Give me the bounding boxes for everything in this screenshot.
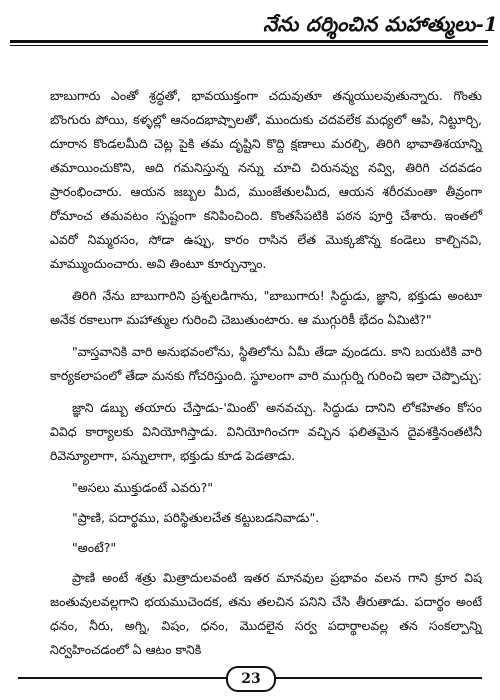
body-text: [50, 84, 482, 670]
question-mukta: "అసలు ముక్తుడంటే ఎవరు?": [72, 480, 214, 495]
paragraph-8: ప్రాణి అంటే శత్రు మిత్రాదులవంటి ఇతర మానవుల ప్రభావం వలన గాని క్రూర విష జంతువులవల్లగాని భయముచెందక, తను తలచిన పనిని చేసి తీరుతాడు. పదార్థం అంటే ధనం, నీరు, అగ్ని, విషం, ధనం, మొదలైన సర్వ పదార్థాలవల్ల తన సంకల్పాన్ని నిర్వహించడంలో ఏ ఆటం కానికి: [50, 570, 482, 657]
paragraph-4: జ్ఞాని డబ్బు తయారు చేస్తాడు-'మింట్' అనవచ్చు. సిద్ధుడు దానిని లోకహితం కోసం వివిధ కార్యాలకు వినియోగిస్తాడు. వినియోగించగా వచ్చిన ఫలితమైన దైవశక్తినంతటినీ రివెన్యూలాగా, పన్నులాగా, భక్తుడు కూడ పెడతాడు.: [50, 400, 482, 463]
page-header: [0, 0, 500, 48]
running-title: నేను దర్శించిన మహాత్ములు-1: [263, 12, 498, 36]
page-footer: [0, 663, 500, 693]
page-number: 23: [226, 666, 276, 692]
question-ante: "అంటే?": [72, 540, 117, 555]
paragraph-2: తిరిగి నేను బాబుగారిని ప్రశ్నలడిగాను, "బాబుగారు! సిద్ధుడు, జ్ఞాని, భక్తుడు అంటూ అనేక రకాలుగా మహాత్ముల గురించి చెబుతుంటారు. ఆ ముగ్గురికీ భేదం ఏమిటి?": [50, 288, 482, 327]
header-rule-thin: [10, 45, 488, 46]
answer-mukta: "ప్రాణి, పదార్థము, పరిస్థితులచేత కట్టుబడనివాడు".: [72, 510, 320, 525]
header-rule-thick: [10, 40, 488, 43]
paragraph-1: బాబుగారు ఎంతో శ్రద్ధతో, భావయుక్తంగా చదువుతూ తన్మయులవుతున్నారు. గొంతు బొంగురు పోయి, కళ్ళల్లో ఆనందభాష్పాలతో, ముందుకు చదవలేక మధ్యలో ఆపి, నిట్టూర్చి, దూరాన కొండలమీది చెట్ల పైకి తమ దృష్టిని కొద్ది క్షణాలు మరల్చి, తిరిగి భావాతిశయాన్ని తమాయించుకొని, అది గమనిస్తున్న నన్ను చూచి చిరునవ్వు నవ్వి, తిరిగి చదవడం ప్రారంభించారు. ఆయన జబ్బల మీద, ముంజేతులమీద, ఆయన శరీరమంతా తీవ్రంగా రోమాంచ తమవటం స్పష్టంగా కనిపించింది. కొంతసేపటికి పఠన పూర్తి చేశారు. ఇంతలో ఎవరో నిమ్మరసం, సోడా ఉప్పు, కారం రాసిన లేత మొక్కజొన్న కండెలు కాల్చినవి, మామ్ముందుంచారు. అవి తింటూ కూర్చున్నాం.: [50, 88, 482, 271]
paragraph-3: "వాస్తవానికి వారి అనుభవంలోను, స్థితిలోను ఏమీ తేడా వుండదు. కాని బయటికి వారి కార్యకలాపంలో తేడా మనకు గోచరిస్తుంది. స్థూలంగా వారి ముగ్గుర్ని గురించి ఇలా చెప్పొచ్చు:: [50, 344, 482, 383]
